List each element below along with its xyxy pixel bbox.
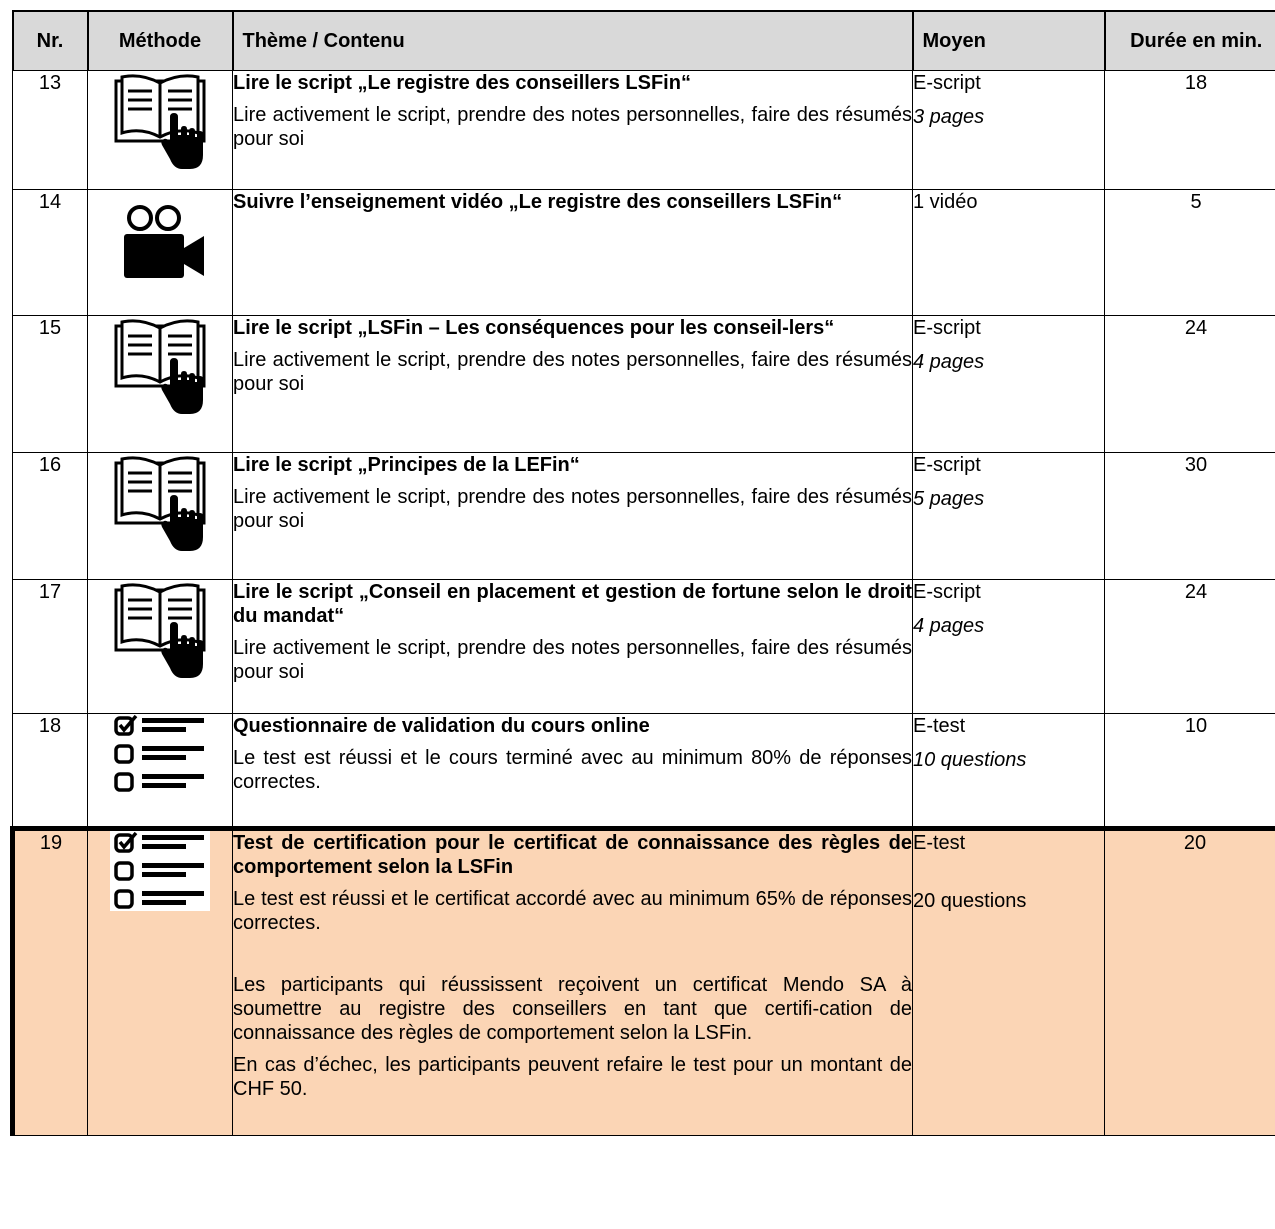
moyen-cell [913, 453, 1105, 580]
duration-value: 24 [1105, 580, 1275, 714]
theme-description: Lire activement le script, prendre des notes personnelles, faire des résumés pour soi [233, 486, 912, 532]
theme-title: Test de certification pour le certificat de connaissance des règles de comportement selon la LSFin [233, 832, 912, 878]
theme-title: Lire le script „Le registre des conseillers LSFin“ [233, 72, 691, 94]
moyen-detail: 4 pages [913, 615, 985, 637]
table-row [13, 190, 1275, 316]
moyen-cell [913, 316, 1105, 453]
video-camera-icon [110, 190, 210, 290]
duration-value: 10 [1105, 714, 1275, 829]
duration-value: 24 [1105, 316, 1275, 453]
header-methode: Méthode [88, 11, 233, 71]
row-number: 19 [13, 829, 88, 1136]
checklist-icon [110, 714, 210, 794]
moyen-detail: 4 pages [913, 351, 985, 373]
theme-description: Lire activement le script, prendre des notes personnelles, faire des résumés pour soi [233, 104, 912, 150]
theme-title: Questionnaire de validation du cours online [233, 715, 650, 737]
theme-description: Le test est réussi et le certificat accordé avec au minimum 65% de réponses correctes. [233, 888, 912, 934]
moyen-cell [913, 190, 1105, 316]
header-moyen: Moyen [913, 11, 1105, 71]
duration-value: 20 [1105, 829, 1275, 1136]
theme-cell [233, 453, 913, 580]
row-number: 18 [13, 714, 88, 829]
theme-cell [233, 829, 913, 1136]
theme-cell [233, 580, 913, 714]
moyen-detail: 20 questions [913, 890, 1027, 912]
moyen-type: E-script [913, 454, 981, 476]
moyen-detail: 5 pages [913, 488, 985, 510]
theme-description: Lire activement le script, prendre des notes personnelles, faire des résumés pour soi [233, 349, 912, 395]
theme-cell [233, 71, 913, 190]
moyen-type: E-test [913, 715, 966, 737]
method-cell [88, 190, 233, 316]
table-row [13, 316, 1275, 453]
moyen-cell [913, 829, 1105, 1136]
moyen-type: E-script [913, 72, 981, 94]
book-pointer-icon [110, 580, 210, 680]
method-cell [88, 580, 233, 714]
retake-note: En cas d’échec, les participants peuvent refaire le test pour un montant de CHF 50. [233, 1054, 912, 1100]
book-pointer-icon [110, 316, 210, 416]
theme-cell [233, 714, 913, 829]
table-row [13, 714, 1275, 829]
certificate-note: Les participants qui réussissent reçoivent un certificat Mendo SA à soumettre au registre des conseillers en tant que certifi-cation de connaissance des règles de comportement selon la LSFin. [233, 974, 912, 1044]
book-pointer-icon [110, 71, 210, 171]
row-number: 17 [13, 580, 88, 714]
method-cell [88, 71, 233, 190]
table-row [13, 453, 1275, 580]
book-pointer-icon [110, 453, 210, 553]
row-number: 13 [13, 71, 88, 190]
row-number: 16 [13, 453, 88, 580]
duration-value: 30 [1105, 453, 1275, 580]
table-row [13, 71, 1275, 190]
header-nr: Nr. [13, 11, 88, 71]
checklist-icon [110, 831, 210, 911]
moyen-cell [913, 580, 1105, 714]
course-plan-table [10, 10, 1275, 1136]
theme-cell [233, 190, 913, 316]
theme-cell [233, 316, 913, 453]
method-cell [88, 316, 233, 453]
duration-value: 5 [1105, 190, 1275, 316]
table-header-row [13, 11, 1275, 71]
method-cell [88, 453, 233, 580]
moyen-cell [913, 714, 1105, 829]
method-cell [88, 714, 233, 829]
method-cell [88, 829, 233, 1136]
moyen-type: E-script [913, 317, 981, 339]
header-duree: Durée en min. [1105, 11, 1275, 71]
theme-title: Lire le script „Principes de la LEFin“ [233, 454, 580, 476]
moyen-type: E-script [913, 581, 981, 603]
theme-description: Lire activement le script, prendre des notes personnelles, faire des résumés pour soi [233, 637, 912, 683]
row-number: 15 [13, 316, 88, 453]
theme-description: Le test est réussi et le cours terminé avec au minimum 80% de réponses correctes. [233, 747, 912, 793]
table-row-highlighted [13, 829, 1275, 1136]
moyen-type: 1 vidéo [913, 191, 978, 213]
duration-value: 18 [1105, 71, 1275, 190]
moyen-detail: 10 questions [913, 749, 1027, 771]
theme-title: Lire le script „LSFin – Les conséquences pour les conseil-lers“ [233, 317, 835, 339]
moyen-detail: 3 pages [913, 106, 985, 128]
theme-title: Lire le script „Conseil en placement et gestion de fortune selon le droit du mandat“ [233, 581, 912, 627]
header-theme: Thème / Contenu [233, 11, 913, 71]
row-number: 14 [13, 190, 88, 316]
moyen-cell [913, 71, 1105, 190]
theme-title: Suivre l’enseignement vidéo „Le registre des conseillers LSFin“ [233, 191, 843, 213]
moyen-type: E-test [913, 832, 966, 854]
table-row [13, 580, 1275, 714]
